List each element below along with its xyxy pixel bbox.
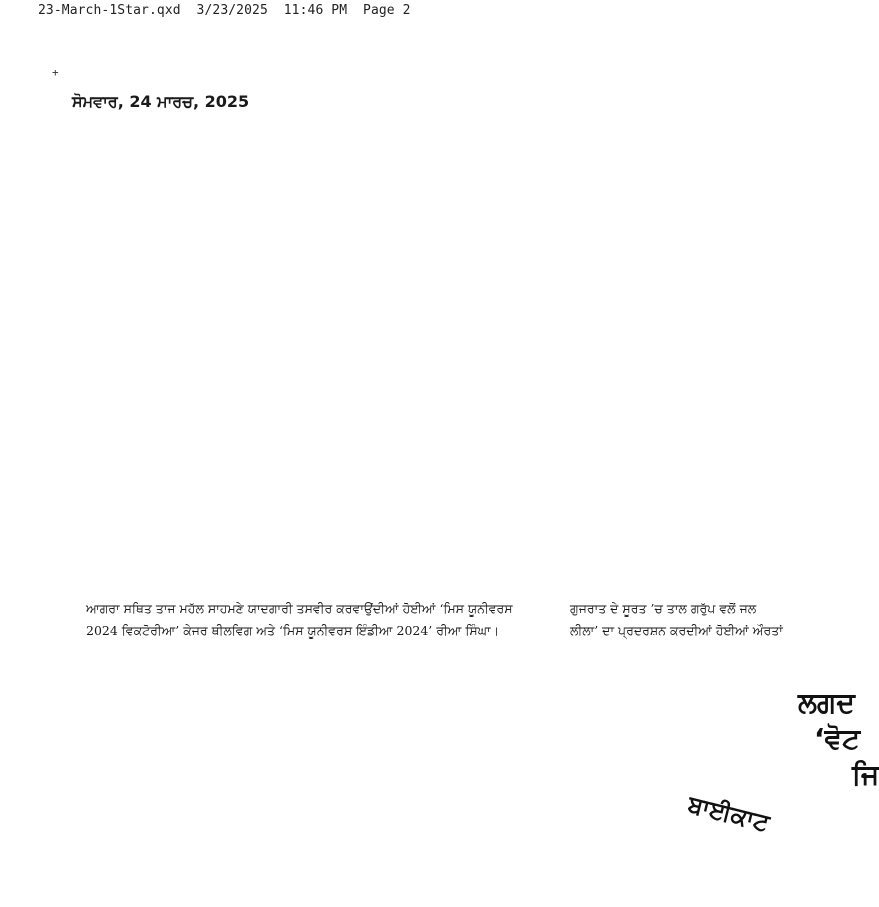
boycott-stamp: ਬਾਈਕਾਟ [685,790,773,838]
photo-caption-right [570,598,870,642]
headline-line-1: ਲਗਦ [798,686,855,719]
headline [790,685,879,793]
headline-line-2: ‘ਵੋਟ [814,722,861,755]
slug-date: 3/23/2025 [196,3,268,18]
print-slug-line [38,3,411,18]
caption-right-line-1: ਗੁਜਰਾਤ ਦੇ ਸੂਰਤ ’ਚ ਤਾਲ ਗਰੁੱਪ ਵਲੋਂ ਜਲ [570,601,757,616]
photo-area [60,130,858,590]
caption-left-line-2: 2024 ਵਿਕਟੋਰੀਆ’ ਕੇਜਰ ਥੀਲਵਿਗ ਅਤੇ ‘ਮਿਸ ਯੂਨੀਵਰਸ ਇੰਡੀਆ 2024’ ਰੀਆ ਸਿੰਘਾ। [86,623,499,638]
caption-left-line-1: ਆਗਰਾ ਸਥਿਤ ਤਾਜ ਮਹੱਲ ਸਾਹਮਣੇ ਯਾਦਗਾਰੀ ਤਸਵੀਰ ਕਰਵਾਉਂਦੀਆਂ ਹੋਈਆਂ ‘ਮਿਸ ਯੂਨੀਵਰਸ [86,601,513,616]
slug-file: 23-March-1Star.qxd [38,3,181,18]
registration-mark: + [52,66,59,79]
slug-page: Page 2 [363,3,411,18]
caption-right-line-2: ਲੀਲਾ’ ਦਾ ਪ੍ਰਦਰਸ਼ਨ ਕਰਦੀਆਂ ਹੋਈਆਂ ਔਰਤਾਂ [570,623,783,638]
photo-caption-left [86,598,534,642]
headline-line-3: ਜਿ [852,758,879,791]
page-date: ਸੋਮਵਾਰ, 24 ਮਾਰਚ, 2025 [72,92,250,111]
slug-time: 11:46 PM [283,3,348,18]
